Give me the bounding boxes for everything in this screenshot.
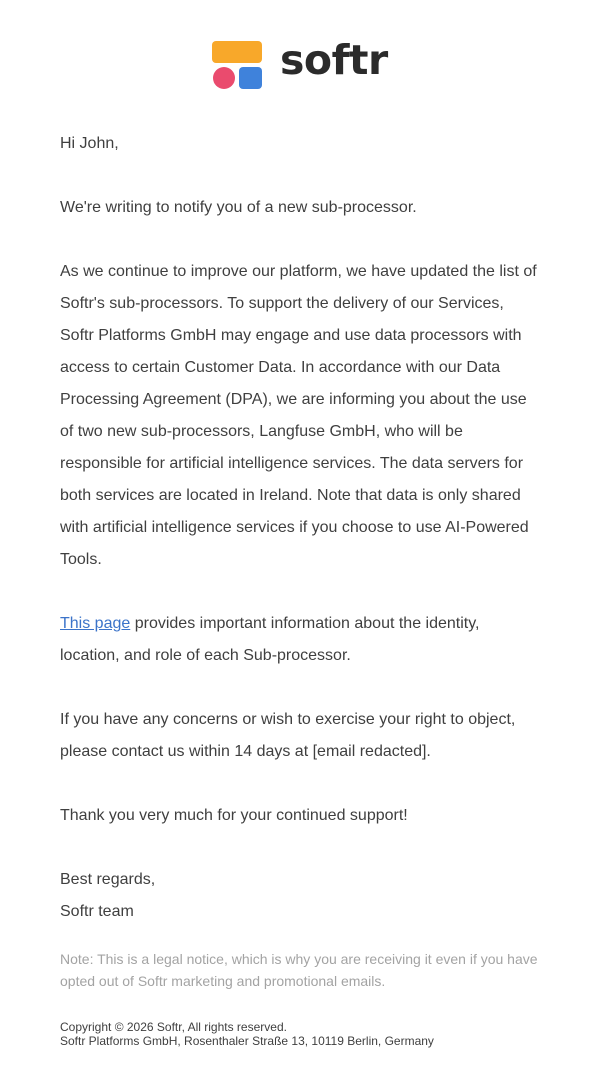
concerns-paragraph: If you have any concerns or wish to exercise your right to object, please contact us within 14 days at [email redacted].	[60, 711, 516, 760]
logo-dot-shape	[213, 67, 235, 89]
body-paragraph: As we continue to improve our platform, we have updated the list of Softr's sub-processors. To support the delivery of our Services, Softr Platforms GmbH may engage and use data processors with access to certain Customer Data. In accordance with our Data Processing Agreement (DPA), we are informing you about the use of two new sub-processors, Langfuse GmbH, who will be responsible for artificial intelligence services. The data servers for both services are located in Ireland. Note that data is only shared with artificial intelligence services if you choose to use AI-Powered Tools.	[60, 263, 537, 568]
logo-square-shape	[239, 67, 262, 89]
signoff: Best regards,	[60, 871, 156, 888]
brand-wordmark: softr	[280, 36, 388, 84]
thanks-paragraph: Thank you very much for your continued support!	[60, 807, 408, 824]
intro-paragraph: We're writing to notify you of a new sub-processor.	[60, 199, 417, 216]
legal-note: Note: This is a legal notice, which is why you are receiving it even if you have opted out of Softr marketing and promotional emails.	[60, 951, 538, 989]
email-footer	[60, 1020, 560, 1048]
subprocessor-page-link[interactable]: This page	[60, 615, 131, 632]
softr-logo-icon	[212, 39, 262, 89]
email-header	[212, 38, 388, 90]
greeting: Hi John,	[60, 135, 119, 152]
logo-bar-shape	[212, 41, 262, 63]
email-body	[60, 128, 540, 928]
company-address: Softr Platforms GmbH, Rosenthaler Straße 13, 10119 Berlin, Germany	[60, 1034, 434, 1048]
link-paragraph-text: provides important information about the identity, location, and role of each Sub-processor.	[60, 615, 480, 664]
link-paragraph	[60, 608, 540, 672]
signature: Softr team	[60, 903, 134, 920]
copyright-text: Copyright © 2026 Softr, All rights reserved.	[60, 1020, 287, 1034]
